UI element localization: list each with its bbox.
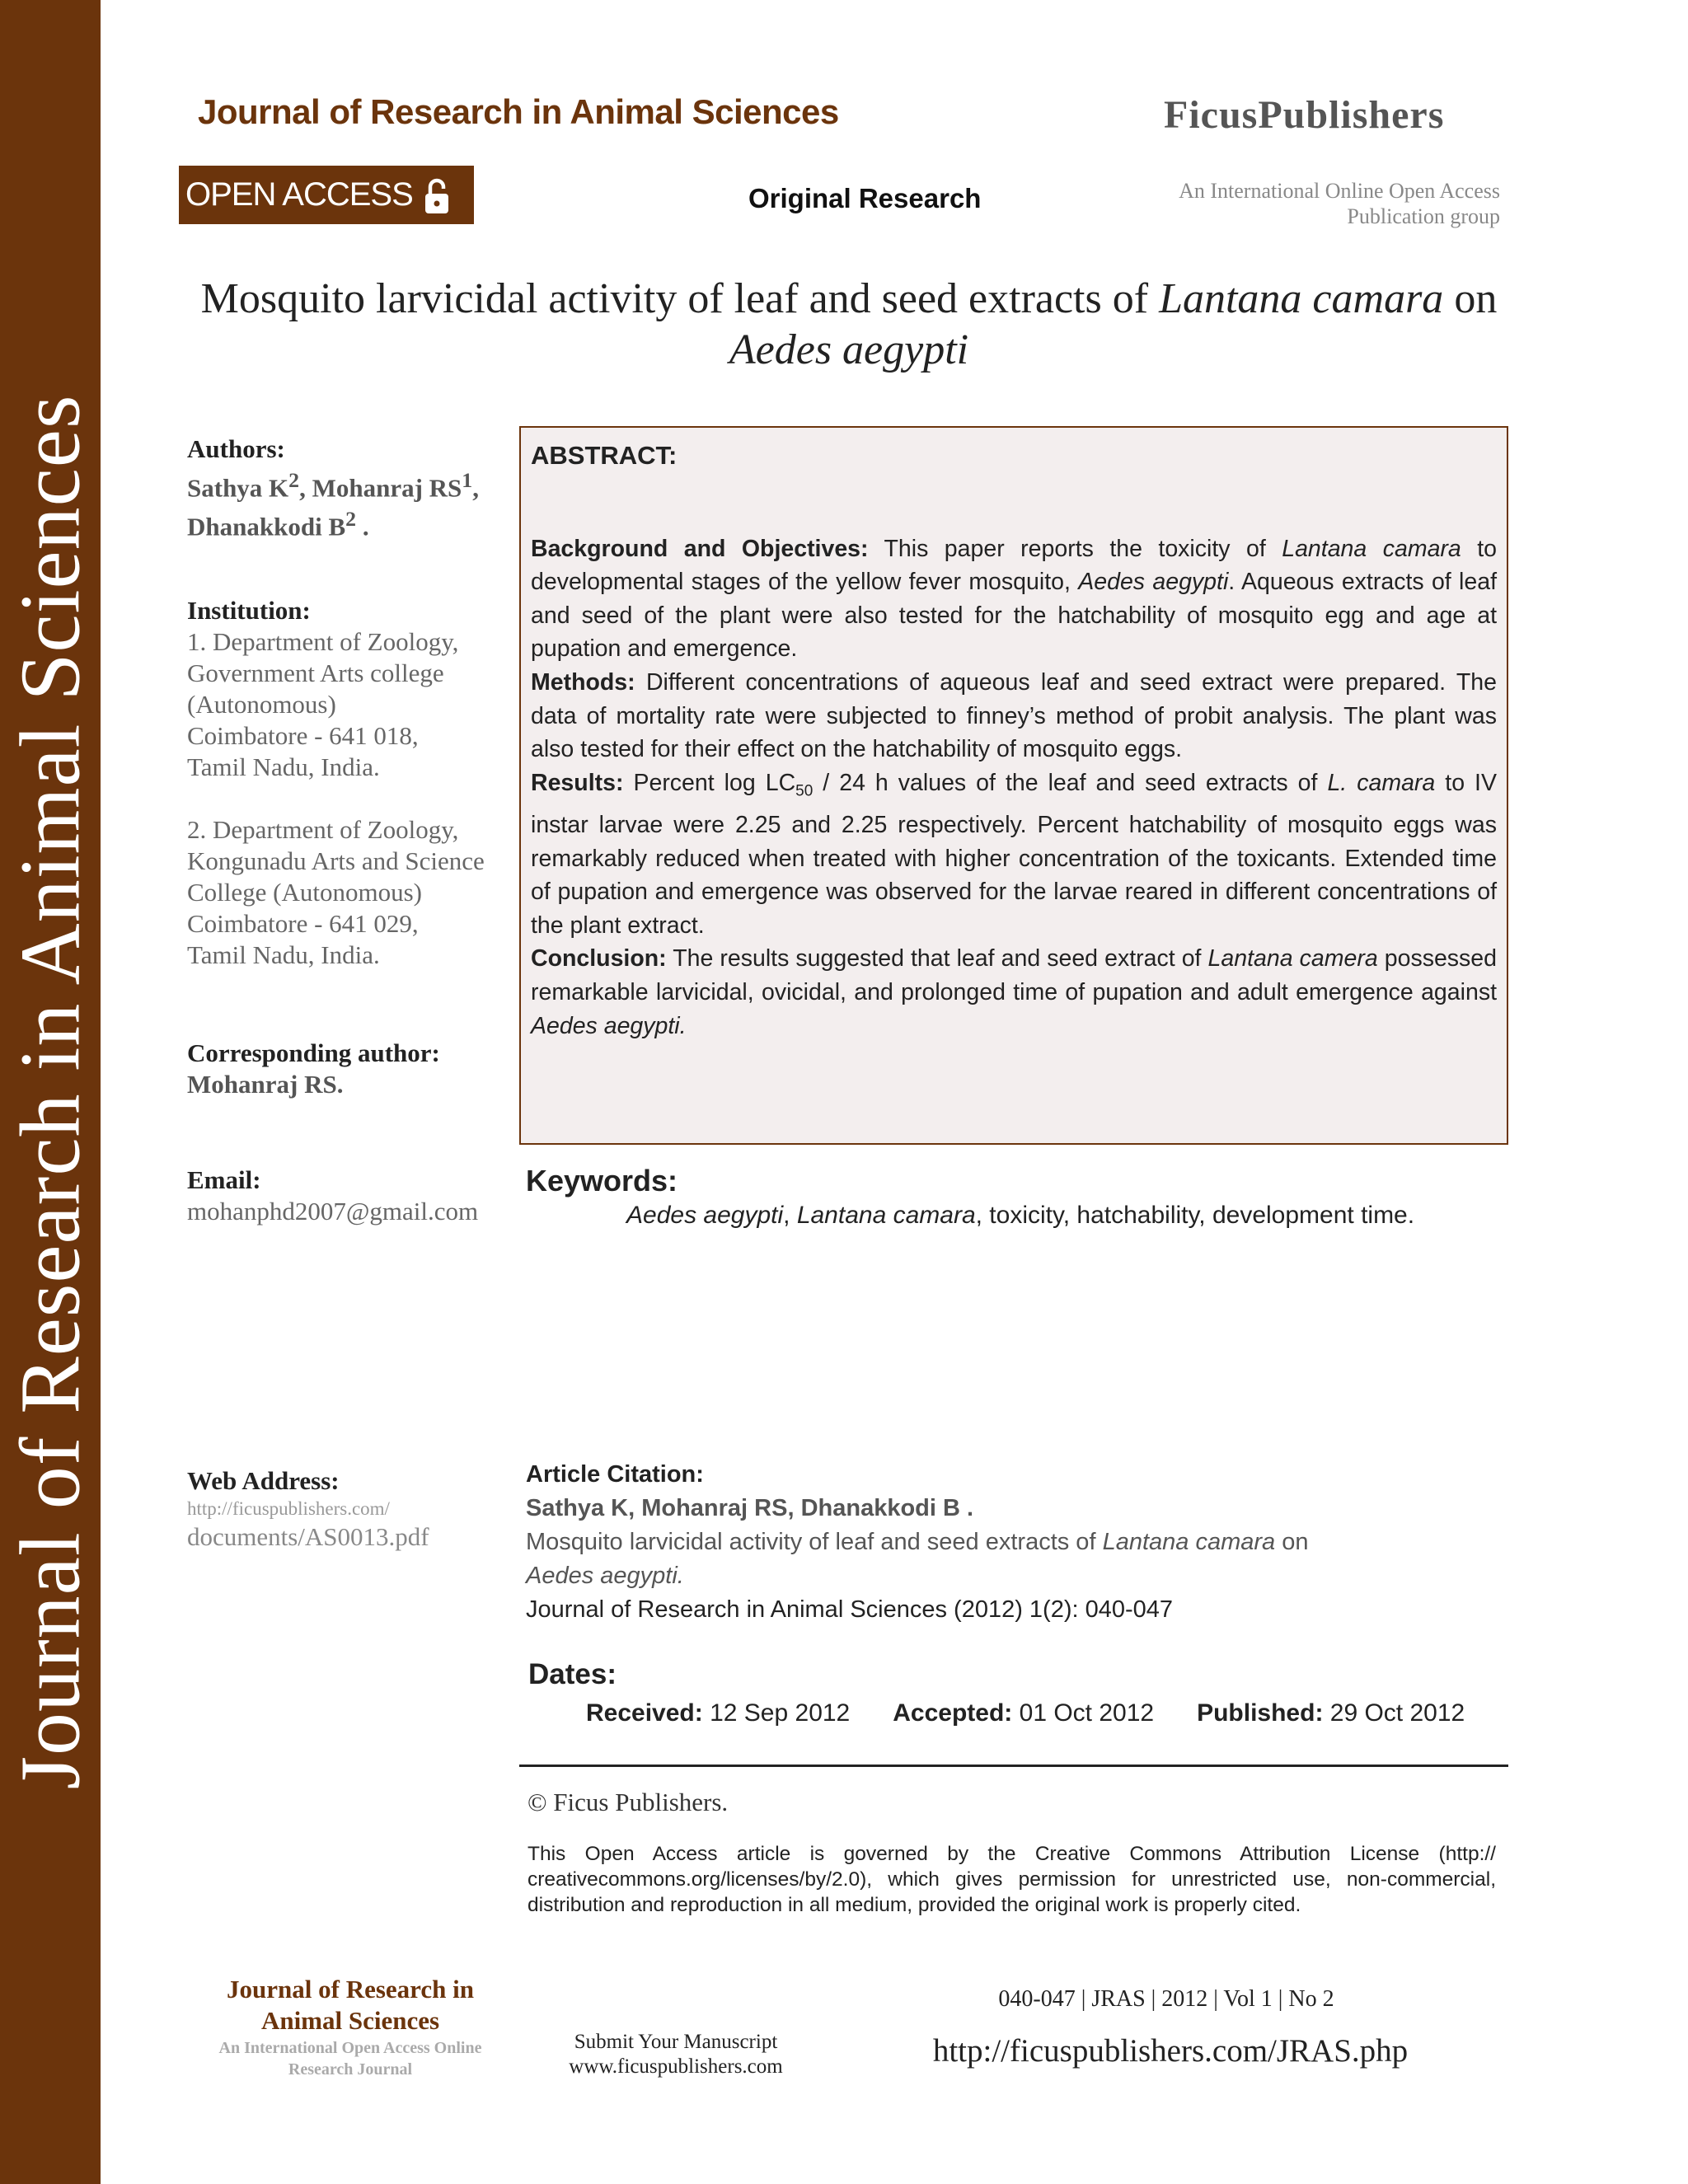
abstract-text: . Aqueous extracts of leaf and seed of the plant were also tested for the hatchability of mosquito egg and age at pupation and emergence. bbox=[531, 569, 1498, 663]
accepted-date: 01 Oct 2012 bbox=[1012, 1699, 1155, 1727]
author-name: Dhanakkodi B bbox=[187, 512, 346, 541]
title-text-end: on bbox=[1443, 275, 1498, 322]
journal-header: Journal of Research in Animal Sciences bbox=[198, 92, 839, 131]
keyword: , toxicity, hatchability, development time. bbox=[975, 1202, 1415, 1229]
abstract-text: The results suggested that leaf and seed extract of bbox=[666, 945, 1208, 972]
corresponding-block bbox=[187, 1038, 517, 1100]
open-access-badge bbox=[179, 166, 474, 224]
authors-list bbox=[187, 465, 517, 543]
footer-journal-line1: Journal of Research in bbox=[227, 1975, 474, 2004]
keywords-list bbox=[626, 1202, 1414, 1230]
web-address-line2[interactable]: documents/AS0013.pdf bbox=[187, 1522, 429, 1551]
footer-tagline-line2: Research Journal bbox=[288, 2060, 413, 2079]
author-separator: , bbox=[472, 473, 479, 503]
open-access-label: OPEN ACCESS bbox=[185, 176, 413, 213]
subscript: 50 bbox=[795, 782, 814, 800]
journal-url[interactable]: http://ficuspublishers.com/JRAS.php bbox=[932, 2033, 1409, 2069]
author-separator: . bbox=[356, 512, 369, 541]
submit-link[interactable]: www.ficuspublishers.com bbox=[569, 2055, 783, 2078]
abstract-results bbox=[531, 766, 1497, 943]
institution-line: Tamil Nadu, India. bbox=[187, 940, 380, 969]
abstract-text: This paper reports the toxicity of bbox=[868, 535, 1282, 562]
tagline-line1: An International Online Open Access bbox=[1179, 179, 1500, 203]
abstract-conclusion bbox=[531, 942, 1497, 1043]
web-address-line1[interactable]: http://ficuspublishers.com/ bbox=[187, 1498, 390, 1519]
article-type: Original Research bbox=[748, 183, 982, 213]
species-name: Lantana camara bbox=[1102, 1529, 1276, 1555]
conclusion-label: Conclusion: bbox=[531, 945, 667, 972]
published-label: Published: bbox=[1197, 1699, 1324, 1727]
species-name: Lantana camera bbox=[1207, 945, 1378, 972]
institution-line: Coimbatore - 641 018, bbox=[187, 721, 419, 750]
abstract-text: possessed remarkable larvicidal, ovicidal, and prolonged time of pupation and adult emergence against bbox=[531, 945, 1497, 1005]
authors-block bbox=[187, 434, 517, 543]
abstract-background bbox=[531, 532, 1497, 666]
received-date: 12 Sep 2012 bbox=[702, 1699, 851, 1727]
background-label: Background and Objectives: bbox=[531, 535, 869, 562]
tagline-line2: Publication group bbox=[1347, 204, 1500, 228]
corresponding-label: Corresponding author: bbox=[187, 1038, 440, 1067]
published-date: 29 Oct 2012 bbox=[1323, 1699, 1465, 1727]
abstract-heading: ABSTRACT: bbox=[531, 441, 678, 470]
divider bbox=[519, 1765, 1508, 1767]
publisher-logo bbox=[1164, 92, 1444, 138]
author-name: Mohanraj RS bbox=[312, 473, 462, 503]
submit-manuscript bbox=[544, 2030, 808, 2079]
institution-line: College (Autonomous) bbox=[187, 878, 422, 907]
open-lock-icon bbox=[424, 178, 449, 213]
web-address-block bbox=[187, 1465, 517, 1553]
received-label: Received: bbox=[586, 1699, 703, 1727]
dates-heading: Dates: bbox=[528, 1658, 617, 1690]
web-address-label: Web Address: bbox=[187, 1466, 340, 1495]
abstract-methods bbox=[531, 666, 1497, 766]
methods-label: Methods: bbox=[531, 668, 635, 696]
species-name: Lantana camara bbox=[1282, 535, 1461, 562]
issue-info: 040-047 | JRAS | 2012 | Vol 1 | No 2 bbox=[998, 1986, 1334, 2012]
corresponding-author: Mohanraj RS. bbox=[187, 1070, 344, 1099]
accepted-label: Accepted: bbox=[893, 1699, 1013, 1727]
citation-journal: Journal of Research in Animal Sciences (2012) 1(2): 040-047 bbox=[526, 1596, 1174, 1623]
institution-block bbox=[187, 595, 517, 971]
footer-journal-name bbox=[181, 1974, 519, 2036]
abstract-box bbox=[519, 426, 1508, 1145]
footer-tagline-line1: An International Open Access Online bbox=[218, 2039, 482, 2057]
footer-tagline bbox=[181, 2037, 519, 2080]
license-text: This Open Access article is governed by the Creative Commons Attribution License (http:// creativecommons.org/licenses/by/2.0), which gives permission for unrestricted use, non-commercial, distribution and reproduction in all medium, provided the original work is properly cited. bbox=[528, 1843, 1496, 1916]
citation-title-line2: Aedes aegypti. bbox=[526, 1563, 684, 1589]
title-line2: Aedes aegypti bbox=[729, 326, 969, 373]
institution-line: Coimbatore - 641 029, bbox=[187, 909, 419, 938]
species-name: Aedes aegypti. bbox=[531, 1012, 687, 1039]
citation-title bbox=[526, 1526, 1498, 1559]
abstract-text: Different concentrations of aqueous leaf and seed extract were prepared. The data of mortality rate were subjected to finney’s method of probit analysis. The plant was also tested for their effect on the hatchability of mosquito eggs. bbox=[531, 668, 1497, 763]
title-text: Mosquito larvicidal activity of leaf and seed extracts of bbox=[200, 275, 1160, 322]
sidebar-journal-title: Journal of Research in Animal Sciences bbox=[2, 394, 98, 1790]
citation-title-text: on bbox=[1275, 1529, 1309, 1555]
copyright: © Ficus Publishers. bbox=[528, 1788, 729, 1816]
author-separator: , bbox=[299, 473, 312, 503]
email-label: Email: bbox=[187, 1165, 261, 1194]
author-affiliation: 1 bbox=[462, 468, 473, 492]
species-name: Aedes aegypti bbox=[1078, 569, 1229, 596]
institution-line: (Autonomous) bbox=[187, 690, 336, 719]
abstract-text: / 24 h values of the leaf and seed extracts of bbox=[813, 769, 1328, 796]
institution-label: Institution: bbox=[187, 596, 311, 625]
results-label: Results: bbox=[531, 769, 624, 796]
publisher-logo-text: FicusPublishers bbox=[1164, 93, 1445, 137]
institution-line: Tamil Nadu, India. bbox=[187, 752, 380, 781]
abstract-text: to developmental stages of the yellow fever mosquito, bbox=[531, 535, 1498, 596]
sidebar-band bbox=[0, 0, 101, 2184]
institution-line: Kongunadu Arts and Science bbox=[187, 846, 485, 875]
keywords-heading: Keywords: bbox=[526, 1164, 678, 1197]
author-affiliation: 2 bbox=[345, 507, 357, 532]
abstract-text: Percent log LC bbox=[623, 769, 796, 796]
email-block bbox=[187, 1165, 517, 1227]
author-affiliation: 2 bbox=[288, 468, 300, 492]
submit-label: Submit Your Manuscript bbox=[574, 2031, 778, 2053]
footer-journal-line2: Animal Sciences bbox=[260, 2006, 440, 2035]
dates-row bbox=[586, 1699, 1465, 1727]
institution-line: 2. Department of Zoology, bbox=[187, 815, 459, 844]
abstract-text: to IV instar larvae were 2.25 and 2.25 respectively. Percent hatchability of mosquito eggs was remarkably reduced when treated with higher concentration of the toxicants. Extended time of pupation and emergence was observed for the larvae reared in different concentrations of the plant extract. bbox=[531, 769, 1497, 939]
keyword: Lantana camara bbox=[796, 1202, 976, 1229]
citation-heading: Article Citation: bbox=[526, 1461, 704, 1488]
species-name: L. camara bbox=[1327, 769, 1436, 796]
title-species: Lantana camara bbox=[1159, 275, 1444, 322]
author-name: Sathya K bbox=[187, 473, 289, 503]
publisher-tagline bbox=[1104, 178, 1500, 229]
institution-line: Government Arts college bbox=[187, 658, 444, 687]
keyword-separator: , bbox=[783, 1202, 797, 1229]
article-citation bbox=[526, 1458, 1498, 1627]
keyword: Aedes aegypti bbox=[626, 1202, 784, 1229]
article-title bbox=[190, 274, 1508, 376]
authors-label: Authors: bbox=[187, 434, 285, 463]
institution-line: 1. Department of Zoology, bbox=[187, 627, 459, 656]
citation-authors: Sathya K, Mohanraj RS, Dhanakkodi B . bbox=[526, 1495, 974, 1521]
citation-title-text: Mosquito larvicidal activity of leaf and seed extracts of bbox=[526, 1529, 1103, 1555]
email-address[interactable]: mohanphd2007@gmail.com bbox=[187, 1197, 479, 1226]
